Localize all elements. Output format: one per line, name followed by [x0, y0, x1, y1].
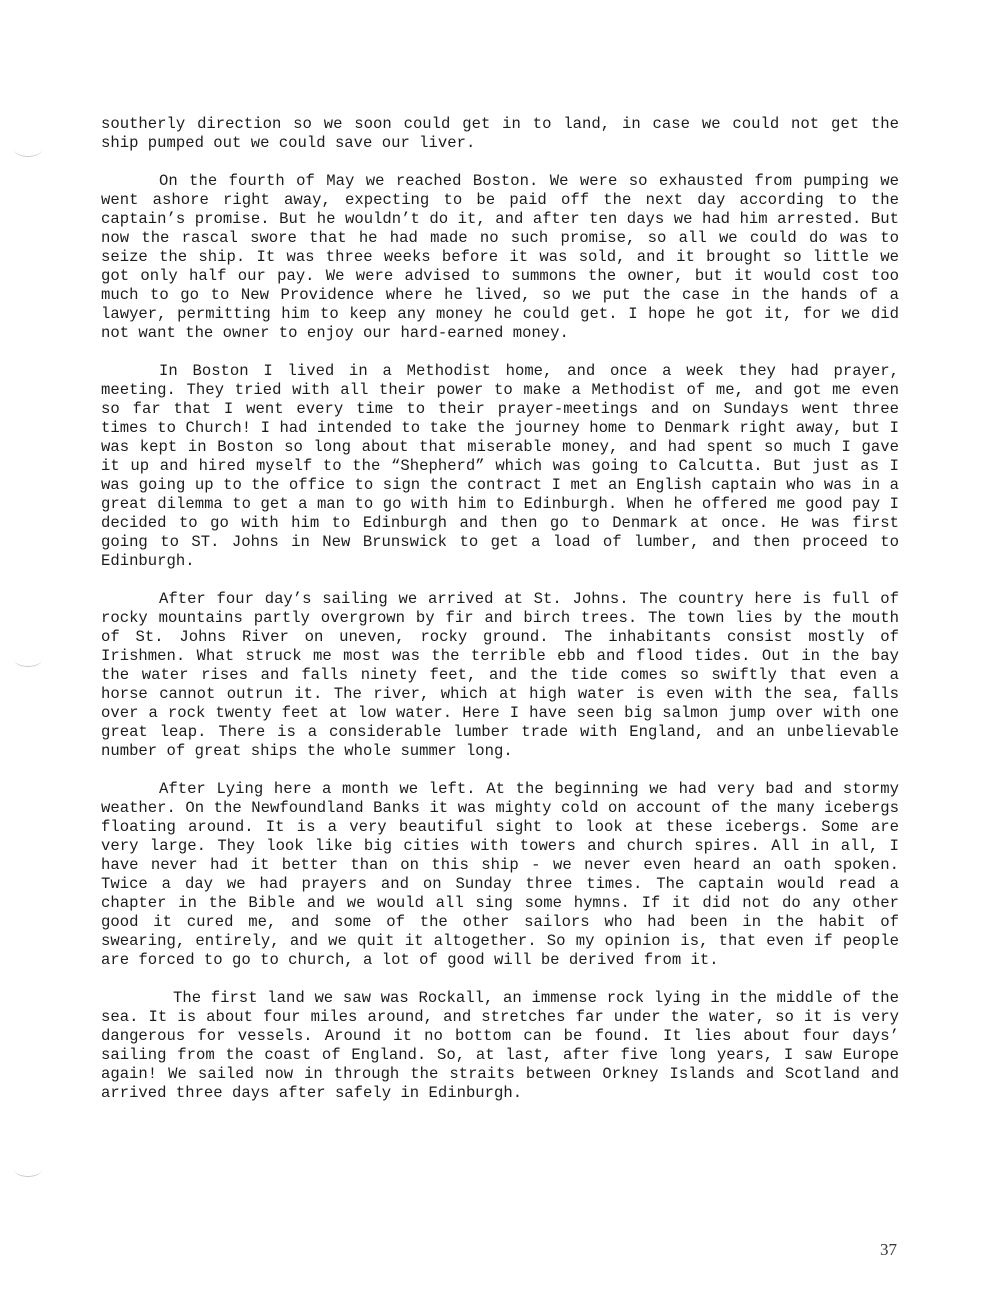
paragraph-continued: southerly direction so we soon could get in to land, in case we could not get the ship pumped out we could save our liver. — [101, 115, 899, 152]
paragraph-icebergs: After Lying here a month we left. At the beginning we had very bad and stormy weather. On the Newfoundland Banks it was mighty cold on account of the many icebergs floating around. It is a very beautiful sight to look at these icebergs. Some are very large. They look like big cities with towers and church spires. All in all, I have never had it better than on this ship - we never even heard an oath spoken. Twice a day we had prayers and on Sunday three times. The captain would read a chapter in the Bible and we would all sing some hymns. If it did not do any other good it cured me, and some of the other sailors who had been in the habit of swearing, entirely, and we quit it altogether. So my opinion is, that even if people are forced to go to church, a lot of good will be derived from it. — [101, 780, 899, 969]
paragraph-st-johns: After four day’s sailing we arrived at St. Johns. The country here is full of rocky mountains partly overgrown by fir and birch trees. The town lies by the mouth of St. Johns River on uneven, rocky ground. The inhabitants consist mostly of Irishmen. What struck me most was the terrible ebb and flood tides. Out in the bay the water rises and falls ninety feet, and the tide comes so swiftly that even a horse cannot outrun it. The river, which at high water is even with the sea, falls over a rock twenty feet at low water. Here I have seen big salmon jump over with one great leap. There is a considerable lumber trade with England, and an unbelievable number of great ships the whole summer long. — [101, 590, 899, 760]
page-number: 37 — [880, 1240, 897, 1259]
paragraph-boston-arrival: On the fourth of May we reached Boston. We were so exhausted from pumping we went ashore right away, expecting to be paid off the next day according to the captain’s promise. But he wouldn’t do it, and after ten days we had him arrested. But now the rascal swore that he had made no such promise, so all we could do was to seize the ship. It was three weeks before it was sold, and it brought so little we got only half our pay. We were advised to summons the owner, but it would cost too much to go to New Providence where he lived, so we put the case in the hands of a lawyer, permitting him to keep any money he could get. I hope he got it, for we did not want the owner to enjoy our hard-earned money. — [101, 172, 899, 342]
paragraph-methodist-home: In Boston I lived in a Methodist home, and once a week they had prayer, meeting. They tried with all their power to make a Methodist of me, and got me even so far that I went every time to their prayer-meetings and on Sundays went three times to Church! I had intended to take the journey home to Denmark right away, but I was kept in Boston so long about that miserable money, and had spent so much I gave it up and hired myself to the “Shepherd” which was going to Calcutta. But just as I was going up to the office to sign the contract I met an English captain who was in a great dilemma to get a man to go with him to Edinburgh. When he offered me good pay I decided to go with him to Edinburgh and then go to Denmark at once. He was first going to ST. Johns in New Brunswick to get a load of lumber, and then proceed to Edinburgh. — [101, 362, 899, 570]
punch-hole-mark — [14, 652, 42, 667]
punch-hole-mark — [14, 1162, 42, 1177]
paragraph-rockall: The first land we saw was Rockall, an immense rock lying in the middle of the sea. It is about four miles around, and stretches far under the water, so it is very dangerous for vessels. Around it no bottom can be found. It lies about four days’ sailing from the coast of England. So, at last, after five long years, I saw Europe again! We sailed now in through the straits between Orkney Islands and Scotland and arrived three days after safely in Edinburgh. — [101, 989, 899, 1102]
body-text — [101, 115, 899, 1122]
punch-hole-mark — [14, 142, 42, 157]
